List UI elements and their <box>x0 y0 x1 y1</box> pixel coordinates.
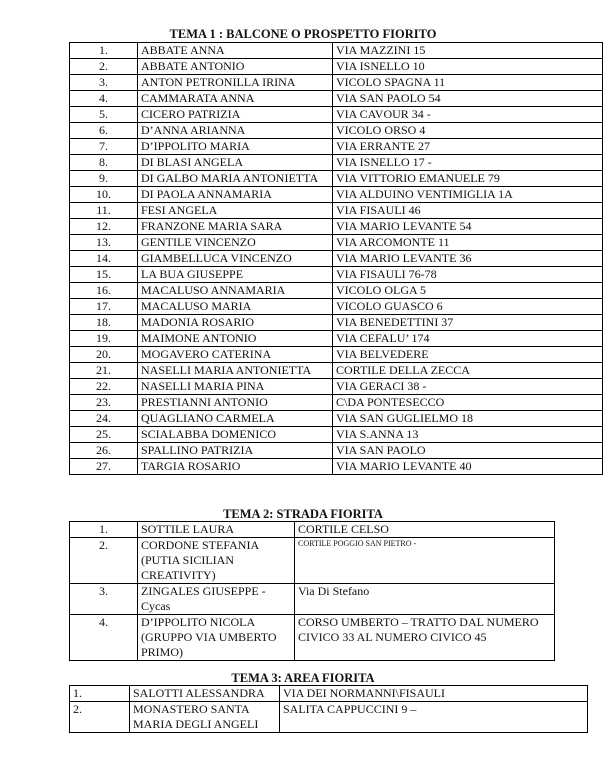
participant-address: VICOLO OLGA 5 <box>333 283 603 299</box>
table-row <box>70 299 603 315</box>
participant-address: VIA GERACI 38 - <box>333 379 603 395</box>
row-number: 16. <box>70 283 138 299</box>
participant-address: VIA MARIO LEVANTE 40 <box>333 459 603 475</box>
table-row <box>70 347 603 363</box>
participant-name: ANTON PETRONILLA IRINA <box>138 75 333 91</box>
participant-name: DI GALBO MARIA ANTONIETTA <box>138 171 333 187</box>
table-row <box>70 219 603 235</box>
participant-address: VIA ARCOMONTE 11 <box>333 235 603 251</box>
table-row <box>70 315 603 331</box>
participant-address: VIA SAN PAOLO <box>333 443 603 459</box>
participant-address: VICOLO GUASCO 6 <box>333 299 603 315</box>
participant-address: VIA FISAULI 46 <box>333 203 603 219</box>
participant-name: QUAGLIANO CARMELA <box>138 411 333 427</box>
table-row <box>70 107 603 123</box>
participant-address: VIA FISAULI 76-78 <box>333 267 603 283</box>
table-row <box>70 267 603 283</box>
tema1-table <box>69 42 603 475</box>
participant-address: VIA DEI NORMANNI\FISAULI <box>280 686 588 702</box>
participant-address: VIA VITTORIO EMANUELE 79 <box>333 171 603 187</box>
participant-name: FESI ANGELA <box>138 203 333 219</box>
row-number: 17. <box>70 299 138 315</box>
row-number: 24. <box>70 411 138 427</box>
tema3-table <box>69 685 588 733</box>
row-number: 4. <box>70 91 138 107</box>
table-row <box>70 235 603 251</box>
table-row <box>70 686 588 702</box>
table-row <box>70 283 603 299</box>
participant-name: ABBATE ANNA <box>138 43 333 59</box>
row-number: 8. <box>70 155 138 171</box>
participant-address: CORSO UMBERTO – TRATTO DAL NUMERO CIVICO 33 AL NUMERO CIVICO 45 <box>295 615 555 661</box>
row-number: 2. <box>70 702 130 733</box>
participant-name: D’IPPOLITO NICOLA (GRUPPO VIA UMBERTO PRIMO) <box>138 615 295 661</box>
row-number: 21. <box>70 363 138 379</box>
row-number: 7. <box>70 139 138 155</box>
row-number: 20. <box>70 347 138 363</box>
table-row <box>70 75 603 91</box>
table-row <box>70 379 603 395</box>
row-number: 18. <box>70 315 138 331</box>
participant-name: TARGIA ROSARIO <box>138 459 333 475</box>
participant-address: VIA ISNELLO 10 <box>333 59 603 75</box>
participant-name: DI PAOLA ANNAMARIA <box>138 187 333 203</box>
row-number: 1. <box>70 43 138 59</box>
table-row <box>70 538 555 584</box>
row-number: 3. <box>70 584 138 615</box>
participant-address: VIA MARIO LEVANTE 54 <box>333 219 603 235</box>
participant-address: VIA ERRANTE 27 <box>333 139 603 155</box>
participant-address: VIA CEFALU’ 174 <box>333 331 603 347</box>
row-number: 27. <box>70 459 138 475</box>
participant-name: CORDONE STEFANIA (PUTIA SICILIAN CREATIVITY) <box>138 538 295 584</box>
participant-name: DI BLASI ANGELA <box>138 155 333 171</box>
participant-address: VICOLO SPAGNA 11 <box>333 75 603 91</box>
participant-name: SOTTILE LAURA <box>138 522 295 538</box>
table-row <box>70 522 555 538</box>
participant-address: C\DA PONTESECCO <box>333 395 603 411</box>
row-number: 25. <box>70 427 138 443</box>
table-row <box>70 251 603 267</box>
row-number: 10. <box>70 187 138 203</box>
participant-name: ZINGALES GIUSEPPE - Cycas <box>138 584 295 615</box>
table-row <box>70 459 603 475</box>
row-number: 3. <box>70 75 138 91</box>
row-number: 4. <box>70 615 138 661</box>
participant-name: SPALLINO PATRIZIA <box>138 443 333 459</box>
row-number: 2. <box>70 59 138 75</box>
participant-name: CAMMARATA ANNA <box>138 91 333 107</box>
table-row <box>70 443 603 459</box>
table-row <box>70 123 603 139</box>
participant-address: VIA ISNELLO 17 - <box>333 155 603 171</box>
row-number: 14. <box>70 251 138 267</box>
row-number: 23. <box>70 395 138 411</box>
participant-name: NASELLI MARIA PINA <box>138 379 333 395</box>
table-row <box>70 363 603 379</box>
row-number: 5. <box>70 107 138 123</box>
table-row <box>70 187 603 203</box>
participant-address: Via Di Stefano <box>295 584 555 615</box>
table-row <box>70 702 588 733</box>
tema1-title: TEMA 1 : BALCONE O PROSPETTO FIORITO <box>169 27 437 41</box>
participant-address: SALITA CAPPUCCINI 9 – <box>280 702 588 733</box>
participant-name: MONASTERO SANTA MARIA DEGLI ANGELI <box>130 702 280 733</box>
row-number: 19. <box>70 331 138 347</box>
participant-address: VIA S.ANNA 13 <box>333 427 603 443</box>
participant-name: GENTILE VINCENZO <box>138 235 333 251</box>
tema2-table <box>69 521 555 661</box>
table-row <box>70 155 603 171</box>
participant-name: NASELLI MARIA ANTONIETTA <box>138 363 333 379</box>
participant-address: VIA CAVOUR 34 - <box>333 107 603 123</box>
table-row <box>70 411 603 427</box>
table-row <box>70 427 603 443</box>
participant-name: MOGAVERO CATERINA <box>138 347 333 363</box>
participant-name: D’ANNA ARIANNA <box>138 123 333 139</box>
table-row <box>70 91 603 107</box>
table-row <box>70 395 603 411</box>
row-number: 22. <box>70 379 138 395</box>
table-row <box>70 331 603 347</box>
table-row <box>70 203 603 219</box>
row-number: 2. <box>70 538 138 584</box>
participant-name: MADONIA ROSARIO <box>138 315 333 331</box>
row-number: 11. <box>70 203 138 219</box>
participant-name: D’IPPOLITO MARIA <box>138 139 333 155</box>
participant-name: SCIALABBA DOMENICO <box>138 427 333 443</box>
participant-name: PRESTIANNI ANTONIO <box>138 395 333 411</box>
participant-name: ABBATE ANTONIO <box>138 59 333 75</box>
participant-name: LA BUA GIUSEPPE <box>138 267 333 283</box>
row-number: 13. <box>70 235 138 251</box>
participant-name: GIAMBELLUCA VINCENZO <box>138 251 333 267</box>
row-number: 1. <box>70 522 138 538</box>
participant-name: MAIMONE ANTONIO <box>138 331 333 347</box>
table-row <box>70 584 555 615</box>
participant-address: CORTILE CELSO <box>295 522 555 538</box>
row-number: 26. <box>70 443 138 459</box>
row-number: 6. <box>70 123 138 139</box>
table-row <box>70 139 603 155</box>
participant-address: VIA MARIO LEVANTE 36 <box>333 251 603 267</box>
row-number: 15. <box>70 267 138 283</box>
participant-address: VIA BELVEDERE <box>333 347 603 363</box>
row-number: 1. <box>70 686 130 702</box>
participant-name: MACALUSO ANNAMARIA <box>138 283 333 299</box>
participant-address: CORTILE DELLA ZECCA <box>333 363 603 379</box>
participant-address: VIA ALDUINO VENTIMIGLIA 1A <box>333 187 603 203</box>
participant-address: VIA SAN PAOLO 54 <box>333 91 603 107</box>
participant-address: VICOLO ORSO 4 <box>333 123 603 139</box>
participant-name: SALOTTI ALESSANDRA <box>130 686 280 702</box>
table-row <box>70 43 603 59</box>
tema3-title: TEMA 3: AREA FIORITA <box>231 671 375 685</box>
table-row <box>70 615 555 661</box>
participant-name: MACALUSO MARIA <box>138 299 333 315</box>
table-row <box>70 171 603 187</box>
participant-address: VIA BENEDETTINI 37 <box>333 315 603 331</box>
participant-address: CORTILE POGGIO SAN PIETRO - <box>295 538 555 584</box>
table-row <box>70 59 603 75</box>
row-number: 12. <box>70 219 138 235</box>
participant-name: FRANZONE MARIA SARA <box>138 219 333 235</box>
row-number: 9. <box>70 171 138 187</box>
participant-address: VIA MAZZINI 15 <box>333 43 603 59</box>
tema2-title: TEMA 2: STRADA FIORITA <box>223 507 383 521</box>
participant-address: VIA SAN GUGLIELMO 18 <box>333 411 603 427</box>
participant-name: CICERO PATRIZIA <box>138 107 333 123</box>
